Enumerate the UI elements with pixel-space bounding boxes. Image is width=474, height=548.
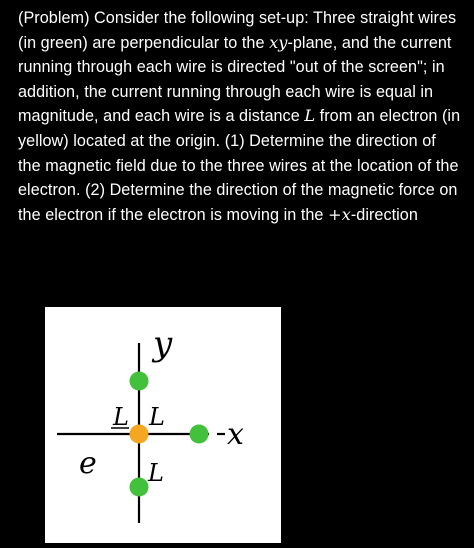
problem-text-run: -plane, and the current running through each wire is directed "out of the screen"; in addition, the current running through each wire is equal in magnitude, and each wire is a distance	[18, 33, 452, 126]
x-axis-label: x	[227, 417, 244, 452]
math-symbol: L	[304, 106, 316, 126]
problem-text-run: -direction	[350, 205, 418, 224]
problem-text-run: (Problem) Consider the following set-up: Three straight wires (in green) are perpendicular to the	[18, 9, 457, 52]
electron	[130, 425, 149, 444]
wire-bottom	[130, 478, 149, 497]
y-axis-label: y	[153, 324, 173, 364]
math-symbol: +x	[328, 204, 351, 224]
problem-text-run: from an electron (in yellow) located at the origin. (1) Determine the direction of the magnetic field due to the three wires at the location of the electron. (2) Determine the direction of the magnetic force on the electron if the electron is moving in the	[18, 107, 461, 224]
electron-label: e	[79, 446, 97, 481]
distance-label-left: L	[113, 403, 129, 431]
diagram-svg	[45, 307, 281, 543]
distance-label-right: L	[149, 403, 165, 431]
problem-statement	[18, 6, 462, 227]
math-symbol: xy	[269, 32, 288, 52]
wire-top	[130, 372, 149, 391]
distance-label-bottom: L	[148, 459, 164, 487]
wire-right	[190, 425, 209, 444]
setup-diagram	[45, 307, 281, 543]
